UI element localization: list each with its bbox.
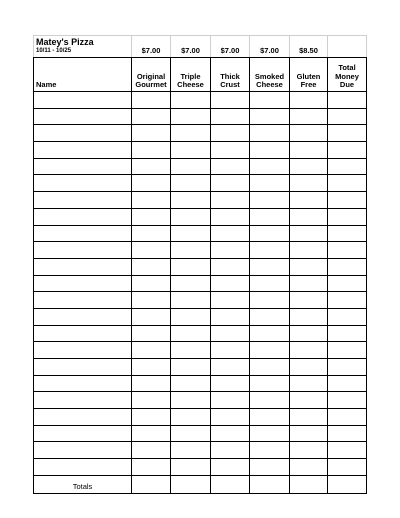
title-cell — [34, 36, 132, 58]
name-cell[interactable] — [34, 325, 132, 342]
order-cell[interactable] — [290, 192, 328, 209]
order-cell[interactable] — [290, 292, 328, 309]
order-cell[interactable] — [171, 392, 211, 409]
order-cell[interactable] — [171, 175, 211, 192]
header-line: Triple — [180, 71, 201, 81]
totals-cell[interactable] — [171, 475, 211, 493]
order-cell[interactable] — [290, 92, 328, 109]
name-cell[interactable] — [34, 409, 132, 426]
order-cell[interactable] — [328, 175, 367, 192]
price-original-gourmet: $7.00 — [132, 36, 171, 58]
order-cell[interactable] — [171, 108, 211, 125]
totals-cell[interactable] — [290, 475, 328, 493]
order-cell[interactable] — [250, 175, 290, 192]
order-cell[interactable] — [211, 308, 250, 325]
order-cell[interactable] — [171, 242, 211, 259]
order-cell[interactable] — [211, 425, 250, 442]
order-cell[interactable] — [211, 409, 250, 426]
order-cell[interactable] — [171, 92, 211, 109]
order-cell[interactable] — [171, 442, 211, 459]
order-cell[interactable] — [250, 192, 290, 209]
order-cell[interactable] — [250, 325, 290, 342]
order-cell[interactable] — [250, 142, 290, 159]
price-total-money-due — [328, 36, 367, 58]
name-cell[interactable] — [34, 275, 132, 292]
order-cell[interactable] — [250, 459, 290, 476]
header-line: Original — [136, 71, 166, 81]
order-cell[interactable] — [328, 442, 367, 459]
table-row — [34, 308, 367, 325]
table-row — [34, 258, 367, 275]
order-cell[interactable] — [328, 292, 367, 309]
order-cell[interactable] — [290, 375, 328, 392]
order-cell[interactable] — [328, 225, 367, 242]
order-cell[interactable] — [211, 192, 250, 209]
order-cell[interactable] — [132, 192, 171, 209]
order-cell[interactable] — [250, 258, 290, 275]
price-gluten-free: $8.50 — [290, 36, 328, 58]
name-cell[interactable] — [34, 142, 132, 159]
table-row — [34, 175, 367, 192]
header-triple-cheese — [171, 58, 211, 92]
date-range: 10/11 - 10/25 — [36, 48, 72, 54]
order-sheet-table — [33, 35, 367, 494]
price-smoked-cheese: $7.00 — [250, 36, 290, 58]
price-thick-crust: $7.00 — [211, 36, 250, 58]
order-cell[interactable] — [211, 225, 250, 242]
order-cell[interactable] — [132, 208, 171, 225]
table-row — [34, 158, 367, 175]
order-cell[interactable] — [132, 308, 171, 325]
order-cell[interactable] — [328, 208, 367, 225]
order-cell[interactable] — [132, 409, 171, 426]
table-row — [34, 275, 367, 292]
order-cell[interactable] — [250, 108, 290, 125]
table-row — [34, 225, 367, 242]
order-cell[interactable] — [132, 392, 171, 409]
name-cell[interactable] — [34, 359, 132, 376]
name-cell[interactable] — [34, 392, 132, 409]
price-triple-cheese: $7.00 — [171, 36, 211, 58]
header-line: Gourmet — [135, 80, 167, 90]
header-gluten-free — [290, 58, 328, 92]
order-cell[interactable] — [290, 258, 328, 275]
name-cell[interactable] — [34, 342, 132, 359]
order-cell[interactable] — [328, 425, 367, 442]
order-cell[interactable] — [171, 158, 211, 175]
order-cell[interactable] — [132, 142, 171, 159]
order-cell[interactable] — [328, 392, 367, 409]
name-cell[interactable] — [34, 125, 132, 142]
order-cell[interactable] — [328, 342, 367, 359]
header-smoked-cheese — [250, 58, 290, 92]
order-cell[interactable] — [211, 325, 250, 342]
order-cell[interactable] — [132, 108, 171, 125]
order-cell[interactable] — [328, 409, 367, 426]
order-cell[interactable] — [290, 459, 328, 476]
order-cell[interactable] — [328, 192, 367, 209]
name-cell[interactable] — [34, 459, 132, 476]
name-cell[interactable] — [34, 308, 132, 325]
table-row — [34, 342, 367, 359]
order-cell[interactable] — [132, 459, 171, 476]
table-row — [34, 92, 367, 109]
order-cell[interactable] — [250, 392, 290, 409]
order-cell[interactable] — [250, 242, 290, 259]
order-cell[interactable] — [328, 108, 367, 125]
order-cell[interactable] — [250, 208, 290, 225]
order-cell[interactable] — [132, 92, 171, 109]
totals-cell[interactable] — [211, 475, 250, 493]
order-cell[interactable] — [171, 409, 211, 426]
order-cell[interactable] — [328, 92, 367, 109]
order-cell[interactable] — [250, 375, 290, 392]
order-cell[interactable] — [171, 275, 211, 292]
order-cell[interactable] — [132, 425, 171, 442]
name-cell[interactable] — [34, 175, 132, 192]
order-cell[interactable] — [211, 175, 250, 192]
order-cell[interactable] — [328, 325, 367, 342]
name-cell[interactable] — [34, 158, 132, 175]
order-cell[interactable] — [328, 359, 367, 376]
order-cell[interactable] — [211, 292, 250, 309]
table-row — [34, 292, 367, 309]
header-line: Free — [300, 80, 317, 90]
totals-cell[interactable] — [328, 475, 367, 493]
order-cell[interactable] — [250, 409, 290, 426]
order-cell[interactable] — [250, 292, 290, 309]
header-original-gourmet — [132, 58, 171, 92]
order-cell[interactable] — [290, 158, 328, 175]
order-cell[interactable] — [328, 242, 367, 259]
order-cell[interactable] — [171, 308, 211, 325]
header-line: Money — [335, 71, 359, 81]
order-cell[interactable] — [290, 342, 328, 359]
order-cell[interactable] — [171, 292, 211, 309]
order-cell[interactable] — [171, 192, 211, 209]
table-row — [34, 242, 367, 259]
order-cell[interactable] — [328, 125, 367, 142]
order-cell[interactable] — [171, 359, 211, 376]
order-cell[interactable] — [290, 325, 328, 342]
name-cell[interactable] — [34, 192, 132, 209]
order-cell[interactable] — [328, 308, 367, 325]
order-cell[interactable] — [328, 142, 367, 159]
table-row — [34, 208, 367, 225]
header-line: Thick — [220, 71, 240, 81]
order-cell[interactable] — [211, 208, 250, 225]
table-row — [34, 442, 367, 459]
header-total-money-due — [328, 58, 367, 92]
order-cell[interactable] — [290, 359, 328, 376]
name-cell[interactable] — [34, 108, 132, 125]
header-line: Smoked — [254, 71, 285, 81]
order-cell[interactable] — [132, 258, 171, 275]
order-cell[interactable] — [290, 425, 328, 442]
name-cell[interactable] — [34, 242, 132, 259]
order-cell[interactable] — [290, 125, 328, 142]
order-cell[interactable] — [290, 308, 328, 325]
order-cell[interactable] — [328, 158, 367, 175]
name-cell[interactable] — [34, 208, 132, 225]
order-cell[interactable] — [132, 242, 171, 259]
order-cell[interactable] — [250, 125, 290, 142]
order-cell[interactable] — [290, 175, 328, 192]
price-row — [34, 36, 367, 58]
order-cell[interactable] — [132, 225, 171, 242]
header-line: Gluten — [296, 71, 321, 81]
name-cell[interactable] — [34, 258, 132, 275]
header-row — [34, 58, 367, 92]
table-row — [34, 425, 367, 442]
table-row — [34, 409, 367, 426]
table-row — [34, 192, 367, 209]
order-cell[interactable] — [250, 442, 290, 459]
order-cell[interactable] — [132, 158, 171, 175]
order-cell[interactable] — [211, 359, 250, 376]
name-cell[interactable] — [34, 92, 132, 109]
order-cell[interactable] — [132, 292, 171, 309]
table-row — [34, 392, 367, 409]
order-cell[interactable] — [290, 409, 328, 426]
name-cell[interactable] — [34, 425, 132, 442]
order-cell[interactable] — [290, 242, 328, 259]
order-cell[interactable] — [250, 158, 290, 175]
order-cell[interactable] — [290, 392, 328, 409]
header-line: Total — [338, 63, 356, 73]
header-line: Cheese — [256, 80, 283, 90]
order-cell[interactable] — [211, 342, 250, 359]
order-cell[interactable] — [132, 375, 171, 392]
totals-cell[interactable] — [250, 475, 290, 493]
order-cell[interactable] — [171, 125, 211, 142]
table-row — [34, 375, 367, 392]
order-cell[interactable] — [211, 258, 250, 275]
header-line: Due — [339, 80, 355, 90]
order-cell[interactable] — [211, 442, 250, 459]
order-cell[interactable] — [250, 275, 290, 292]
order-cell[interactable] — [250, 308, 290, 325]
order-cell[interactable] — [328, 258, 367, 275]
order-cell[interactable] — [290, 275, 328, 292]
table-row — [34, 359, 367, 376]
order-cell[interactable] — [171, 425, 211, 442]
order-cell[interactable] — [328, 375, 367, 392]
order-cell[interactable] — [250, 342, 290, 359]
order-cell[interactable] — [211, 275, 250, 292]
table-row — [34, 142, 367, 159]
order-cell[interactable] — [171, 142, 211, 159]
order-cell[interactable] — [211, 459, 250, 476]
totals-cell[interactable] — [132, 475, 171, 493]
order-cell[interactable] — [211, 158, 250, 175]
order-cell[interactable] — [211, 108, 250, 125]
header-line: Cheese — [177, 80, 204, 90]
order-cell[interactable] — [290, 225, 328, 242]
table-row — [34, 325, 367, 342]
order-cell[interactable] — [250, 359, 290, 376]
table-row — [34, 459, 367, 476]
order-cell[interactable] — [290, 108, 328, 125]
order-cell[interactable] — [290, 442, 328, 459]
order-cell[interactable] — [132, 125, 171, 142]
order-cell[interactable] — [171, 258, 211, 275]
order-cell[interactable] — [211, 142, 250, 159]
order-cell[interactable] — [171, 375, 211, 392]
name-cell[interactable] — [34, 292, 132, 309]
table-row — [34, 125, 367, 142]
order-cell[interactable] — [171, 208, 211, 225]
order-cell[interactable] — [171, 342, 211, 359]
order-cell[interactable] — [290, 142, 328, 159]
order-cell[interactable] — [211, 375, 250, 392]
order-cell[interactable] — [132, 359, 171, 376]
order-cell[interactable] — [132, 342, 171, 359]
order-cell[interactable] — [171, 325, 211, 342]
order-cell[interactable] — [211, 125, 250, 142]
name-cell[interactable] — [34, 442, 132, 459]
header-line: Crust — [220, 80, 240, 90]
order-cell[interactable] — [132, 175, 171, 192]
order-cell[interactable] — [250, 425, 290, 442]
name-cell[interactable] — [34, 375, 132, 392]
order-cell[interactable] — [171, 225, 211, 242]
order-cell[interactable] — [250, 225, 290, 242]
order-cell[interactable] — [211, 392, 250, 409]
order-cell[interactable] — [211, 242, 250, 259]
order-cell[interactable] — [132, 325, 171, 342]
header-thick-crust — [211, 58, 250, 92]
table-row — [34, 108, 367, 125]
order-cell[interactable] — [132, 275, 171, 292]
name-column-header: Name — [34, 58, 132, 92]
name-cell[interactable] — [34, 225, 132, 242]
order-cell[interactable] — [328, 275, 367, 292]
order-cell[interactable] — [250, 92, 290, 109]
order-cell[interactable] — [171, 459, 211, 476]
order-cell[interactable] — [211, 92, 250, 109]
sheet-title: Matey's Pizza — [36, 37, 94, 47]
order-cell[interactable] — [290, 208, 328, 225]
totals-label: Totals — [34, 475, 132, 493]
totals-row — [34, 475, 367, 493]
order-cell[interactable] — [132, 442, 171, 459]
order-cell[interactable] — [328, 459, 367, 476]
